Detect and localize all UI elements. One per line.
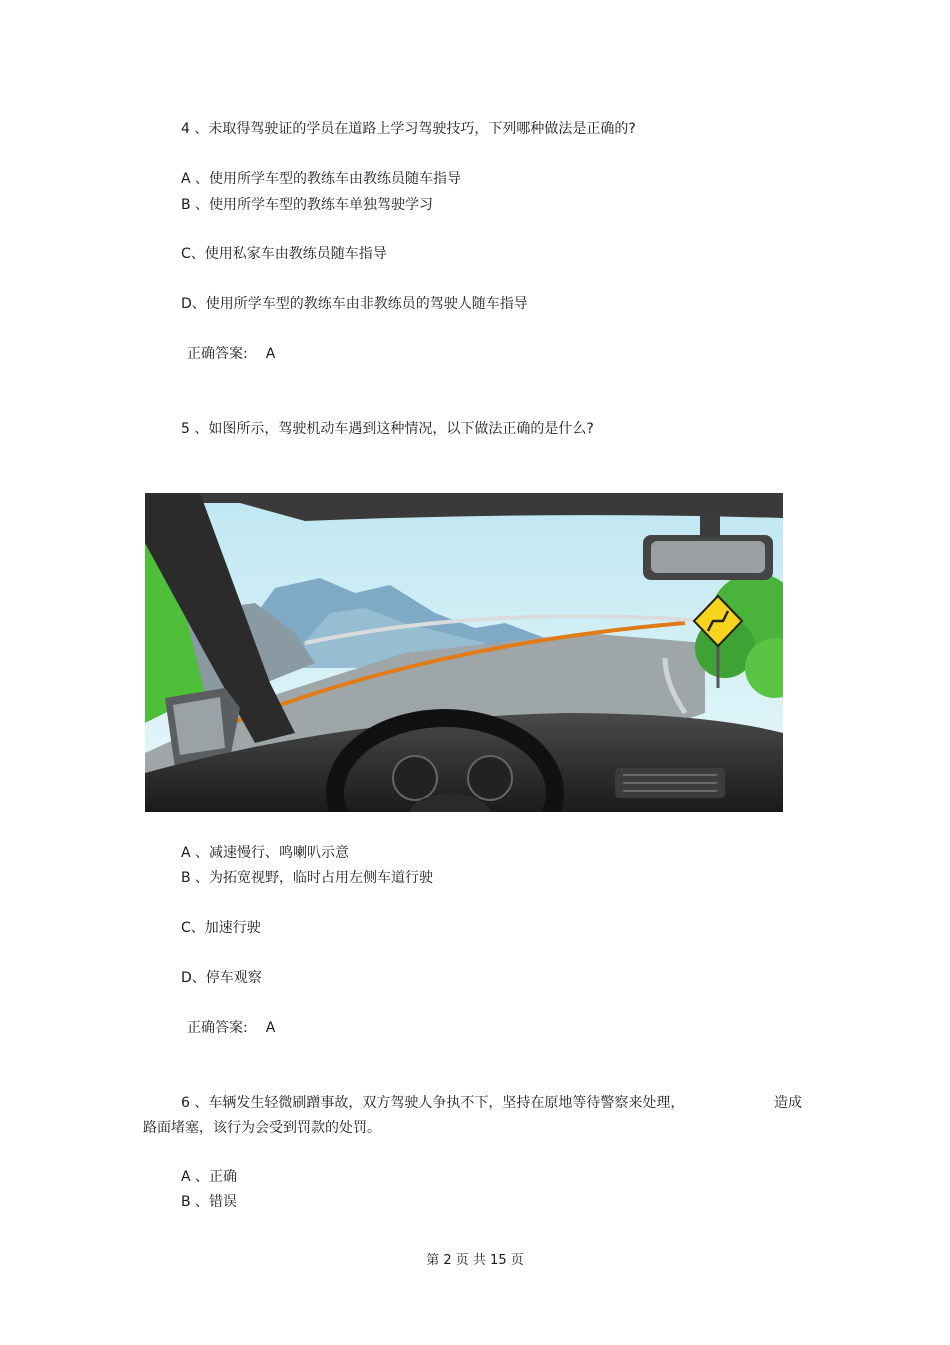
q5-option-d: D、停车观察 xyxy=(181,970,262,986)
q5-answer-value: A xyxy=(265,1020,276,1036)
q4-option-a: A 、使用所学车型的教练车由教练员随车指导 xyxy=(181,171,462,187)
driving-scene-illustration xyxy=(145,493,783,812)
page-footer: 第 2 页 共 15 页 xyxy=(426,1253,524,1268)
q4-answer-value: A xyxy=(265,346,276,362)
q5-option-b: B 、为拓宽视野，临时占用左侧车道行驶 xyxy=(181,870,434,886)
q5-option-c: C、加速行驶 xyxy=(181,920,261,936)
q5-answer xyxy=(187,1019,275,1037)
q4-option-d: D、使用所学车型的教练车由非教练员的驾驶人随车指导 xyxy=(181,296,528,312)
question-6-text-line1: 6 、车辆发生轻微刷蹭事故，双方驾驶人争执不下，坚持在原地等待警察来处理， xyxy=(181,1095,685,1111)
q5-option-a: A 、减速慢行、鸣喇叭示意 xyxy=(181,845,350,861)
question-4-text: 4 、未取得驾驶证的学员在道路上学习驾驶技巧，下列哪种做法是正确的? xyxy=(181,121,636,137)
q5-answer-label: 正确答案: xyxy=(187,1020,248,1036)
q4-option-b: B 、使用所学车型的教练车单独驾驶学习 xyxy=(181,197,434,213)
q6-option-a: A 、正确 xyxy=(181,1169,238,1185)
q6-option-b: B 、错误 xyxy=(181,1194,238,1210)
question-6-text-line2: 路面堵塞，该行为会受到罚款的处罚。 xyxy=(143,1120,381,1136)
q4-answer-label: 正确答案: xyxy=(187,346,248,362)
question-5-text: 5 、如图所示，驾驶机动车遇到这种情况，以下做法正确的是什么? xyxy=(181,421,594,437)
q4-answer xyxy=(187,345,275,363)
q4-option-c: C、使用私家车由教练员随车指导 xyxy=(181,246,387,262)
question-6-text-tail: 造成 xyxy=(774,1095,802,1111)
